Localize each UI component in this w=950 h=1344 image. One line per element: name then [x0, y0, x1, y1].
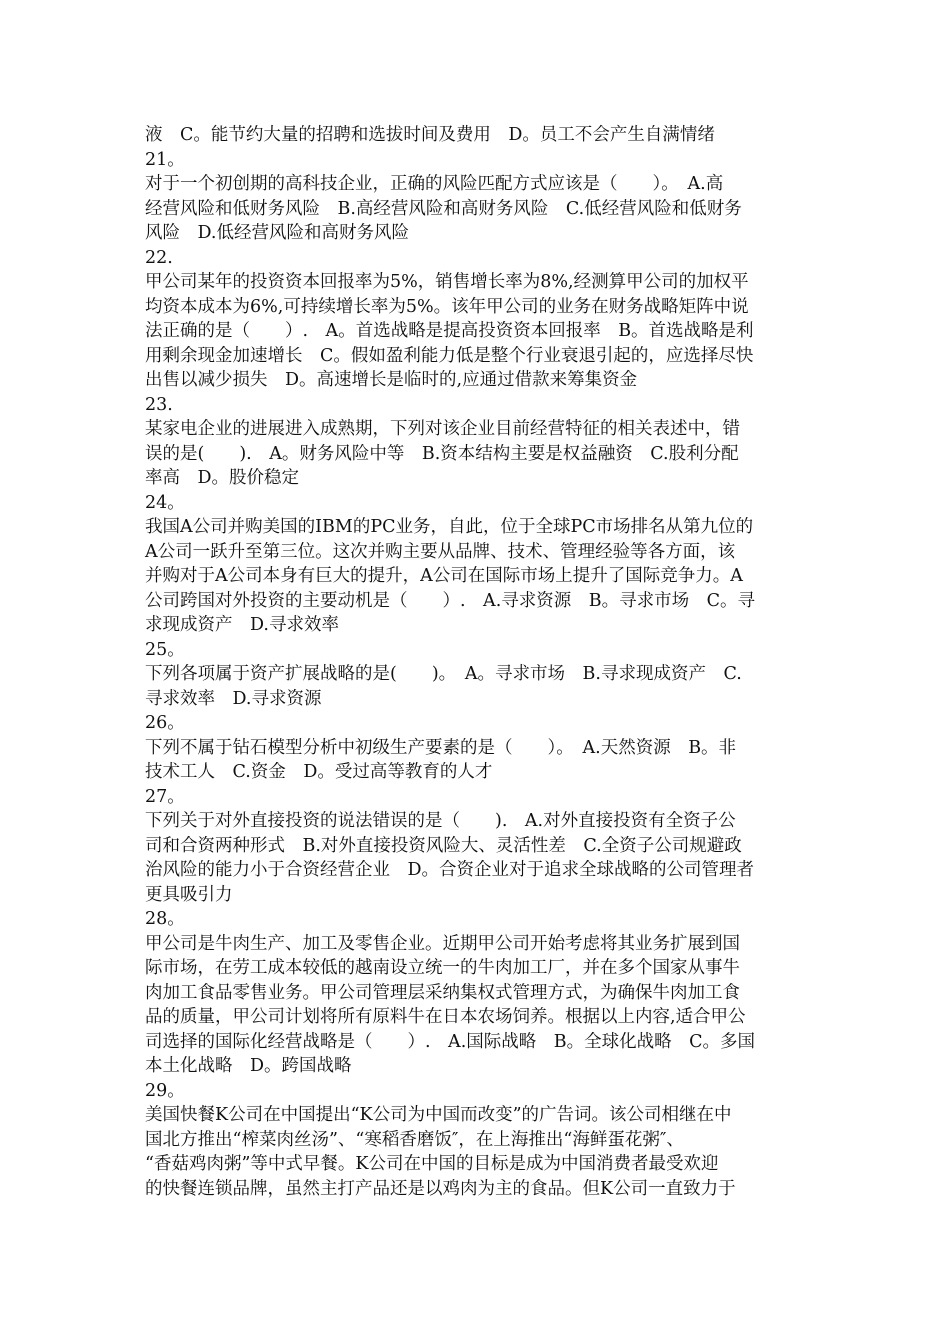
text-line: 更具吸引力 — [145, 884, 233, 905]
text-line: 司选择的国际化经营战略是（ ）. A.国际战略 B。全球化战略 C。多国 — [145, 1031, 756, 1052]
text-line: 风险 D.低经营风险和高财务风险 — [145, 223, 409, 243]
text-line: 治风险的能力小于合资经营企业 D。合资企业对于追求全球战略的公司管理者 — [145, 860, 755, 880]
question-number: 24。 — [145, 492, 185, 513]
text-line: 误的是( ). A。财务风险中等 B.资本结构主要是权益融资 C.股利分配 — [145, 443, 739, 464]
text-line: 本土化战略 D。跨国战略 — [145, 1056, 352, 1076]
text-line: 国北方推出“榨菜肉丝汤”、“寒稻香磨饭″，在上海推出“海鲜蛋花粥″、 — [145, 1129, 684, 1150]
text-line: 出售以减少损失 D。高速增长是临时的,应通过借款来筹集资金 — [145, 370, 638, 390]
text-line: 并购对于A公司本身有巨大的提升，A公司在国际市场上提升了国际竞争力。A — [145, 566, 743, 586]
question-number: 28。 — [145, 909, 185, 929]
text-line: 技术工人 C.资金 D。受过高等教育的人才 — [145, 762, 493, 782]
text-line: 下列各项属于资产扩展战略的是( )。 A。寻求市场 B.寻求现成资产 C. — [145, 664, 742, 684]
document-body — [145, 123, 810, 1201]
text-line: 下列关于对外直接投资的说法错误的是（ ). A.对外直接投资有全资子公 — [145, 811, 736, 831]
question-number: 22. — [145, 247, 173, 268]
text-line: 甲公司是牛肉生产、加工及零售企业。近期甲公司开始考虑将其业务扩展到国 — [145, 933, 740, 954]
text-line: 下列不属于钻石模型分析中初级生产要素的是（ ）。 A.天然资源 B。非 — [145, 737, 737, 758]
text-line: A公司一跃升至第三位。这次并购主要从品牌、技术、管理经验等各方面，该 — [145, 541, 736, 562]
text-line: 我国A公司并购美国的IBM的PC业务，自此，位于全球PC市场排名从第九位的 — [145, 517, 754, 537]
text-line: 美国快餐K公司在中国提出“K公司为中国而改变”的广告词。该公司相继在中 — [145, 1105, 732, 1125]
text-line: 甲公司某年的投资资本回报率为5%，销售增长率为8%,经测算甲公司的加权平 — [145, 272, 749, 292]
text-line: 均资本成本为6%,可持续增长率为5%。该年甲公司的业务在财务战略矩阵中说 — [145, 296, 749, 317]
text-line: 经营风险和低财务风险 B.高经营风险和高财务风险 C.低经营风险和低财务 — [145, 198, 742, 219]
text-line: 际市场，在劳工成本较低的越南设立统一的牛肉加工厂，并在多个国家从事牛 — [145, 958, 740, 978]
text-line: 的快餐连锁品牌，虽然主打产品还是以鸡肉为主的食品。但K公司一直致力于 — [145, 1178, 736, 1199]
text-line: 法正确的是（ ）. A。首选战略是提高投资资本回报率 B。首选战略是利 — [145, 321, 754, 341]
question-number: 26。 — [145, 713, 185, 733]
question-number: 25。 — [145, 639, 185, 660]
text-line: 品的质量，甲公司计划将所有原料牛在日本农场饲养。根据以上内容,适合甲公 — [145, 1007, 746, 1027]
text-line: 率高 D。股价稳定 — [145, 468, 300, 488]
text-line: 公司跨国对外投资的主要动机是（ ）. A.寻求资源 B。寻求市场 C。寻 — [145, 590, 756, 611]
text-line: “香菇鸡肉粥”等中式早餐。K公司在中国的目标是成为中国消费者最受欢迎 — [145, 1154, 719, 1174]
text-line: 液 C。能节约大量的招聘和选拔时间及费用 D。员工不会产生自满情绪 — [145, 125, 715, 145]
text-line: 司和合资两种形式 B.对外直接投资风险大、灵活性差 C.全资子公司规避政 — [145, 835, 742, 856]
question-number: 27。 — [145, 786, 185, 807]
text-line: 对于一个初创期的高科技企业，正确的风险匹配方式应该是（ ）。 A.高 — [145, 174, 724, 194]
question-number: 23. — [145, 394, 173, 415]
question-number: 21。 — [145, 149, 185, 170]
text-line: 寻求效率 D.寻求资源 — [145, 688, 322, 709]
text-line: 肉加工食品零售业务。甲公司管理层采纳集权式管理方式，为确保牛肉加工食 — [145, 982, 740, 1003]
text-line: 某家电企业的进展进入成熟期，下列对该企业目前经营特征的相关表述中，错 — [145, 419, 740, 439]
text-line: 求现成资产 D.寻求效率 — [145, 615, 339, 635]
text-line: 用剩余现金加速增长 C。假如盈利能力低是整个行业衰退引起的，应选择尽快 — [145, 345, 754, 366]
question-number: 29。 — [145, 1080, 185, 1101]
